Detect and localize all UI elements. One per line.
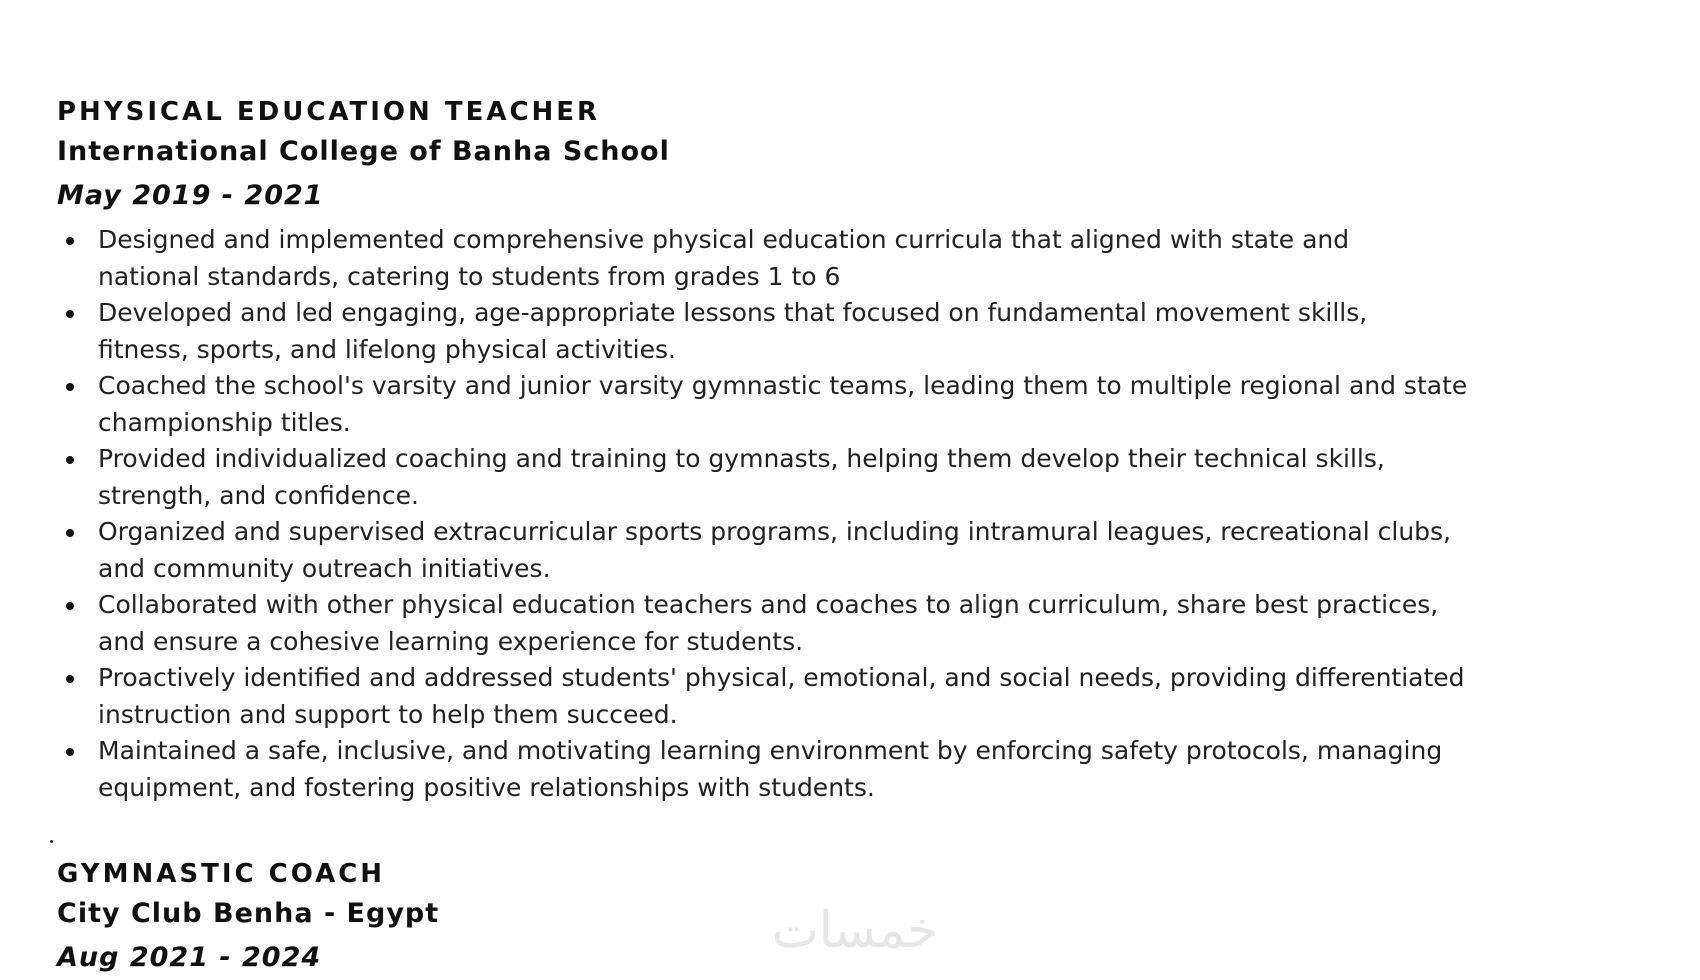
list-item-text: Developed and led engaging, age-appropriate lessons that focused on fundamental movement skills, fitness, sports, and lifelong physical activities. — [98, 298, 1368, 364]
bullet-icon — [66, 529, 74, 537]
job-title: GYMNASTIC COACH — [57, 859, 386, 889]
company-name: International College of Banha School — [57, 136, 670, 167]
list-item-text: Organized and supervised extracurricular sports programs, including intramural leagues, recreational clubs, and community outreach initiatives. — [98, 517, 1452, 583]
bullet-icon — [66, 602, 74, 610]
list-item — [57, 368, 1677, 441]
list-item — [57, 295, 1677, 368]
watermark-logo: خمسات — [771, 901, 939, 959]
list-item-text: Coached the school's varsity and junior varsity gymnastic teams, leading them to multiple regional and state championship titles. — [98, 371, 1468, 437]
experience-entry-pe-teacher — [57, 94, 1677, 806]
list-item — [57, 733, 1677, 806]
bullet-icon — [66, 310, 74, 318]
bullet-icon — [66, 383, 74, 391]
bullet-icon — [66, 456, 74, 464]
list-item-text: Designed and implemented comprehensive physical education curricula that aligned with state and national standards, catering to students from grades 1 to 6 — [98, 225, 1350, 291]
list-item — [57, 587, 1677, 660]
stray-dot — [50, 840, 53, 843]
bullet-icon — [66, 237, 74, 245]
list-item — [57, 514, 1677, 587]
bullet-icon — [66, 675, 74, 683]
list-item — [57, 441, 1677, 514]
list-item-text: Proactively identified and addressed students' physical, emotional, and social needs, providing differentiated instruction and support to help them succeed. — [98, 663, 1465, 729]
job-title: PHYSICAL EDUCATION TEACHER — [57, 97, 601, 127]
bullet-icon — [66, 748, 74, 756]
list-item-text: Maintained a safe, inclusive, and motivating learning environment by enforcing safety protocols, managing equipment, and fostering positive relationships with students. — [98, 736, 1443, 802]
employment-dates: Aug 2021 - 2024 — [57, 942, 322, 973]
list-item-text: Provided individualized coaching and training to gymnasts, helping them develop their technical skills, strength, and confidence. — [98, 444, 1385, 510]
employment-dates: May 2019 - 2021 — [57, 180, 324, 211]
responsibilities-list — [57, 222, 1677, 806]
list-item — [57, 222, 1677, 295]
company-name: City Club Benha - Egypt — [57, 898, 440, 929]
list-item — [57, 660, 1677, 733]
list-item-text: Collaborated with other physical education teachers and coaches to align curriculum, share best practices, and ensure a cohesive learning experience for students. — [98, 590, 1439, 656]
